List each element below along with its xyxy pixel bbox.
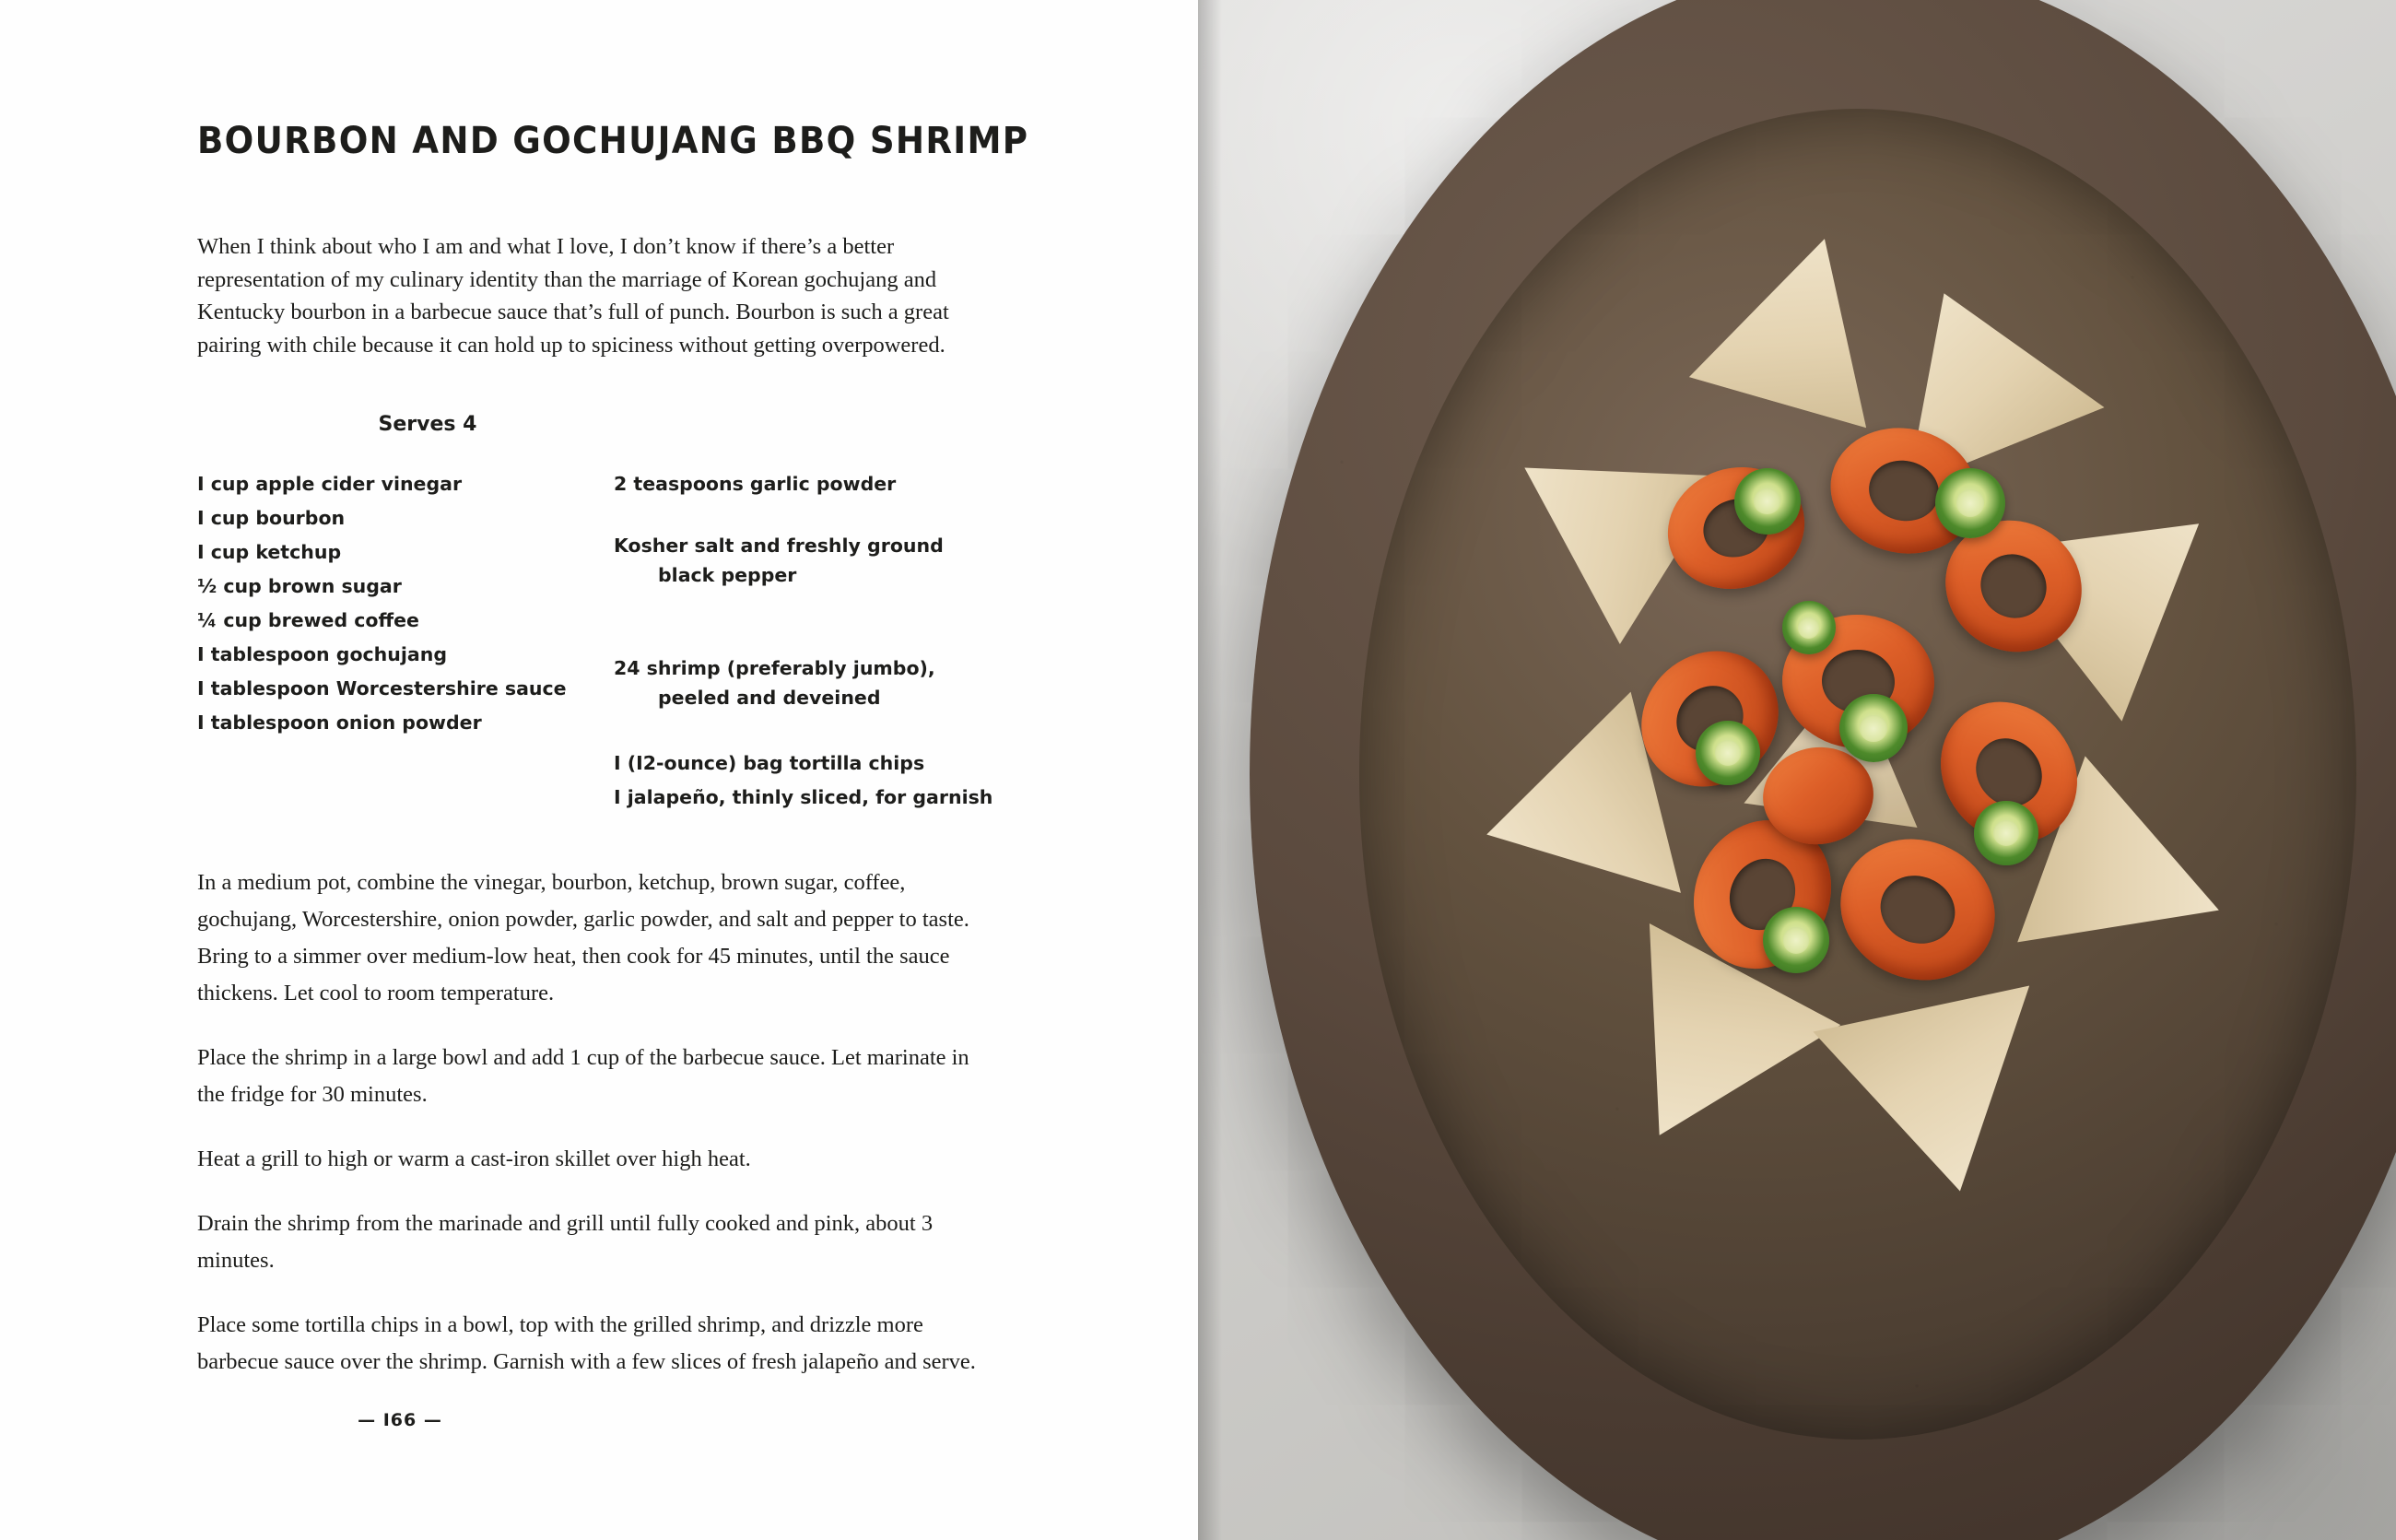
page-title: BOURBON AND GOCHUJANG BBQ SHRIMP [197,120,1029,162]
ingredient-item: I cup ketchup [197,541,342,563]
shrimp [1818,415,1989,567]
jalapeno-slice [1782,601,1836,654]
tortilla-chip [1994,747,2252,1003]
jalapeno-slice [1974,801,2038,865]
recipe-step: In a medium pot, combine the vinegar, bourbon, ketchup, brown sugar, coffee, gochujang, Worcestershire, onion powder, garlic powder, and salt and pepper to taste. Bring to a simmer over medium-low heat, then cook for 45 minutes, until the sauce thickens. Let cool to room temperature. [197,870,969,1005]
ingredient-item: I cup bourbon [197,507,346,529]
ingredient-item: 2 teaspoons garlic powder [614,473,897,495]
jalapeno-slice [1696,721,1760,785]
tortilla-chip [1741,659,1937,848]
ingredient-item: ¼ cup brewed coffee [197,609,419,631]
ingredient-text-continued: peeled and deveined [658,687,881,709]
jalapeno-slice [1763,907,1829,973]
ingredient-item: I cup apple cider vinegar [197,473,463,495]
jalapeno-slice [1935,468,2005,538]
tortilla-chip [1808,961,2069,1215]
tortilla-chip [1846,253,2111,504]
ingredient-item: I jalapeño, thinly sliced, for garnish [614,786,993,808]
ingredient-item: I (I2-ounce) bag tortilla chips [614,752,925,774]
ingredient-item: I tablespoon Worcestershire sauce [197,677,567,699]
shrimp [1913,675,2106,870]
text-column [197,120,1029,1408]
tortilla-chip [1472,384,1744,657]
shrimp [1652,450,1821,606]
tortilla-chip [1462,687,1704,935]
tortilla-chip [1564,901,1852,1186]
ingredient-item [614,501,1001,619]
ingredient-item: I tablespoon gochujang [197,643,448,665]
tortilla-chips [1479,255,2237,1293]
recipe-photo-page [1198,0,2396,1540]
page-number: — I66 — [358,1410,442,1430]
ingredient-item [614,624,1001,742]
shrimp [1614,623,1806,815]
shrimp [1819,817,2016,1004]
serves-label: Serves 4 [378,413,477,436]
ingredient-text: Kosher salt and freshly ground [614,535,944,557]
recipe-step: Place the shrimp in a large bowl and add 1 cup of the barbecue sauce. Let marinate in the fridge for 30 minutes. [197,1045,969,1107]
ingredients-column-right [614,467,1001,815]
jalapeno-slice [1734,468,1801,535]
tortilla-chip [1969,438,2266,736]
recipe-step: Heat a grill to high or warm a cast-iron skillet over high heat. [197,1146,751,1171]
shrimp [1921,496,2106,676]
ingredient-text: 24 shrimp (preferably jumbo), [614,657,935,679]
page-gutter-shadow [1198,0,1222,1540]
tortilla-chip [1683,213,1913,450]
ingredient-item: I tablespoon onion powder [197,711,482,734]
bowl [1250,0,2396,1540]
bowl-interior [1359,109,2356,1439]
shrimp [1778,609,1939,753]
jalapeno-slice [1839,694,1908,762]
ingredient-item: ½ cup brown sugar [197,575,402,597]
recipe-headnote: When I think about who I am and what I love, I don’t know if there’s a better representation of my culinary identity than the marriage of Korean gochujang and Kentucky bourbon in a barbecue sauce that’s full of punch. Bourbon is such a great pairing with chile because it can hold up to spiciness without getting overpowered. [197,234,949,358]
shrimp [1669,796,1856,992]
recipe-step: Drain the shrimp from the marinade and grill until fully cooked and pink, about 3 minutes. [197,1211,934,1273]
recipe-step: Place some tortilla chips in a bowl, top with the grilled shrimp, and drizzle more barbecue sauce over the shrimp. Garnish with a few slices of fresh jalapeño and serve. [197,1312,976,1374]
recipe-steps [197,864,1008,1381]
ingredient-text-continued: black pepper [658,564,797,586]
ingredients-list [197,467,1008,815]
food-photograph [1198,0,2396,1540]
ingredients-column-left [197,467,614,815]
shrimp [1756,740,1879,852]
bbq-shrimp-pile [1638,429,2118,1094]
